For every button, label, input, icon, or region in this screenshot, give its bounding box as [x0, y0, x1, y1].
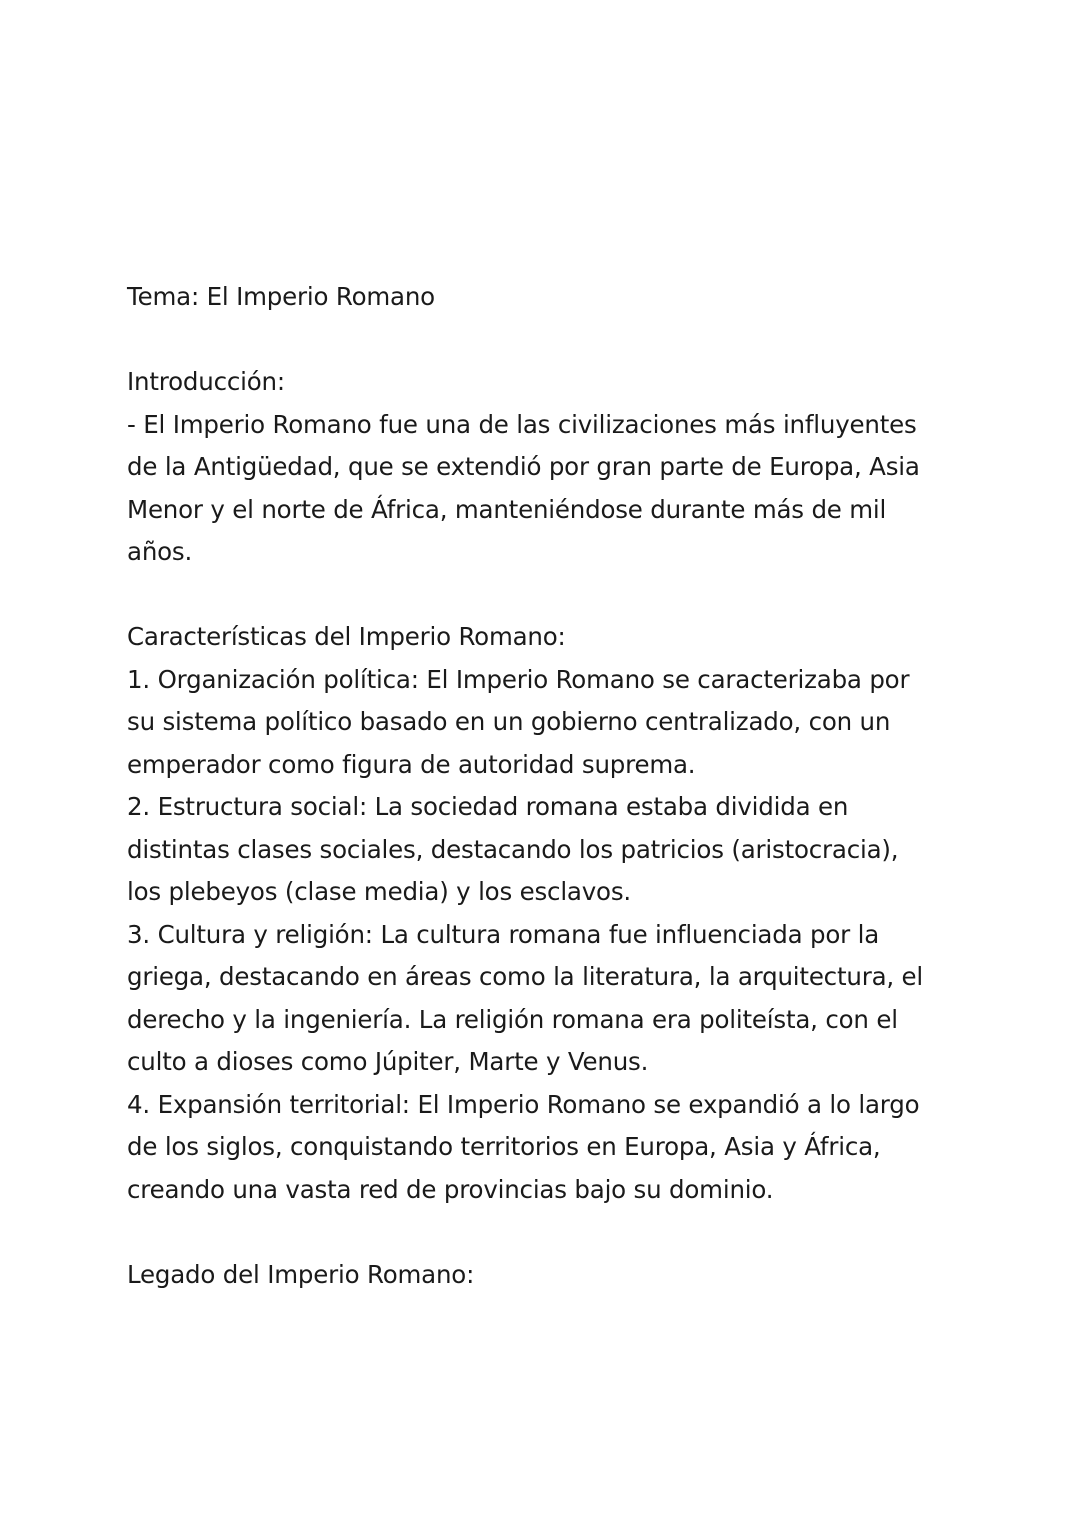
characteristics-line: emperador como figura de autoridad suprema.: [127, 749, 696, 779]
characteristics-line: culto a dioses como Júpiter, Marte y Venus.: [127, 1047, 649, 1076]
characteristics-line: de los siglos, conquistando territorios en Europa, Asia y África,: [127, 1132, 881, 1161]
introduction-line: - El Imperio Romano fue una de las civilizaciones más influyentes: [127, 409, 917, 439]
characteristics-line: 2. Estructura social: La sociedad romana estaba dividida en: [127, 792, 849, 821]
introduction-line: de la Antigüedad, que se extendió por gran parte de Europa, Asia: [127, 452, 920, 481]
characteristics-line: su sistema político basado en un gobierno centralizado, con un: [127, 707, 891, 736]
introduction-heading: Introducción:: [127, 367, 285, 396]
spacer: [127, 574, 957, 617]
spacer: [127, 319, 957, 362]
legacy-heading: Legado del Imperio Romano:: [127, 1259, 475, 1289]
characteristics-line: creando una vasta red de provincias bajo su dominio.: [127, 1174, 774, 1204]
spacer: [127, 1211, 957, 1254]
characteristics-line: 4. Expansión territorial: El Imperio Romano se expandió a lo largo: [127, 1089, 920, 1119]
characteristics-line: derecho y la ingeniería. La religión romana era politeísta, con el: [127, 1004, 898, 1034]
characteristics-heading: Características del Imperio Romano:: [127, 622, 566, 651]
characteristics-line: distintas clases sociales, destacando los patricios (aristocracia),: [127, 834, 899, 864]
characteristics-line: 1. Organización política: El Imperio Romano se caracterizaba por: [127, 664, 910, 694]
characteristics-line: los plebeyos (clase media) y los esclavos.: [127, 877, 631, 906]
characteristics-line: 3. Cultura y religión: La cultura romana fue influenciada por la: [127, 919, 880, 949]
document-title: Tema: El Imperio Romano: [127, 282, 435, 311]
introduction-line: años.: [127, 537, 193, 566]
document-body: [127, 276, 957, 1296]
characteristics-line: griega, destacando en áreas como la literatura, la arquitectura, el: [127, 962, 924, 991]
introduction-line: Menor y el norte de África, manteniéndose durante más de mil: [127, 494, 887, 524]
